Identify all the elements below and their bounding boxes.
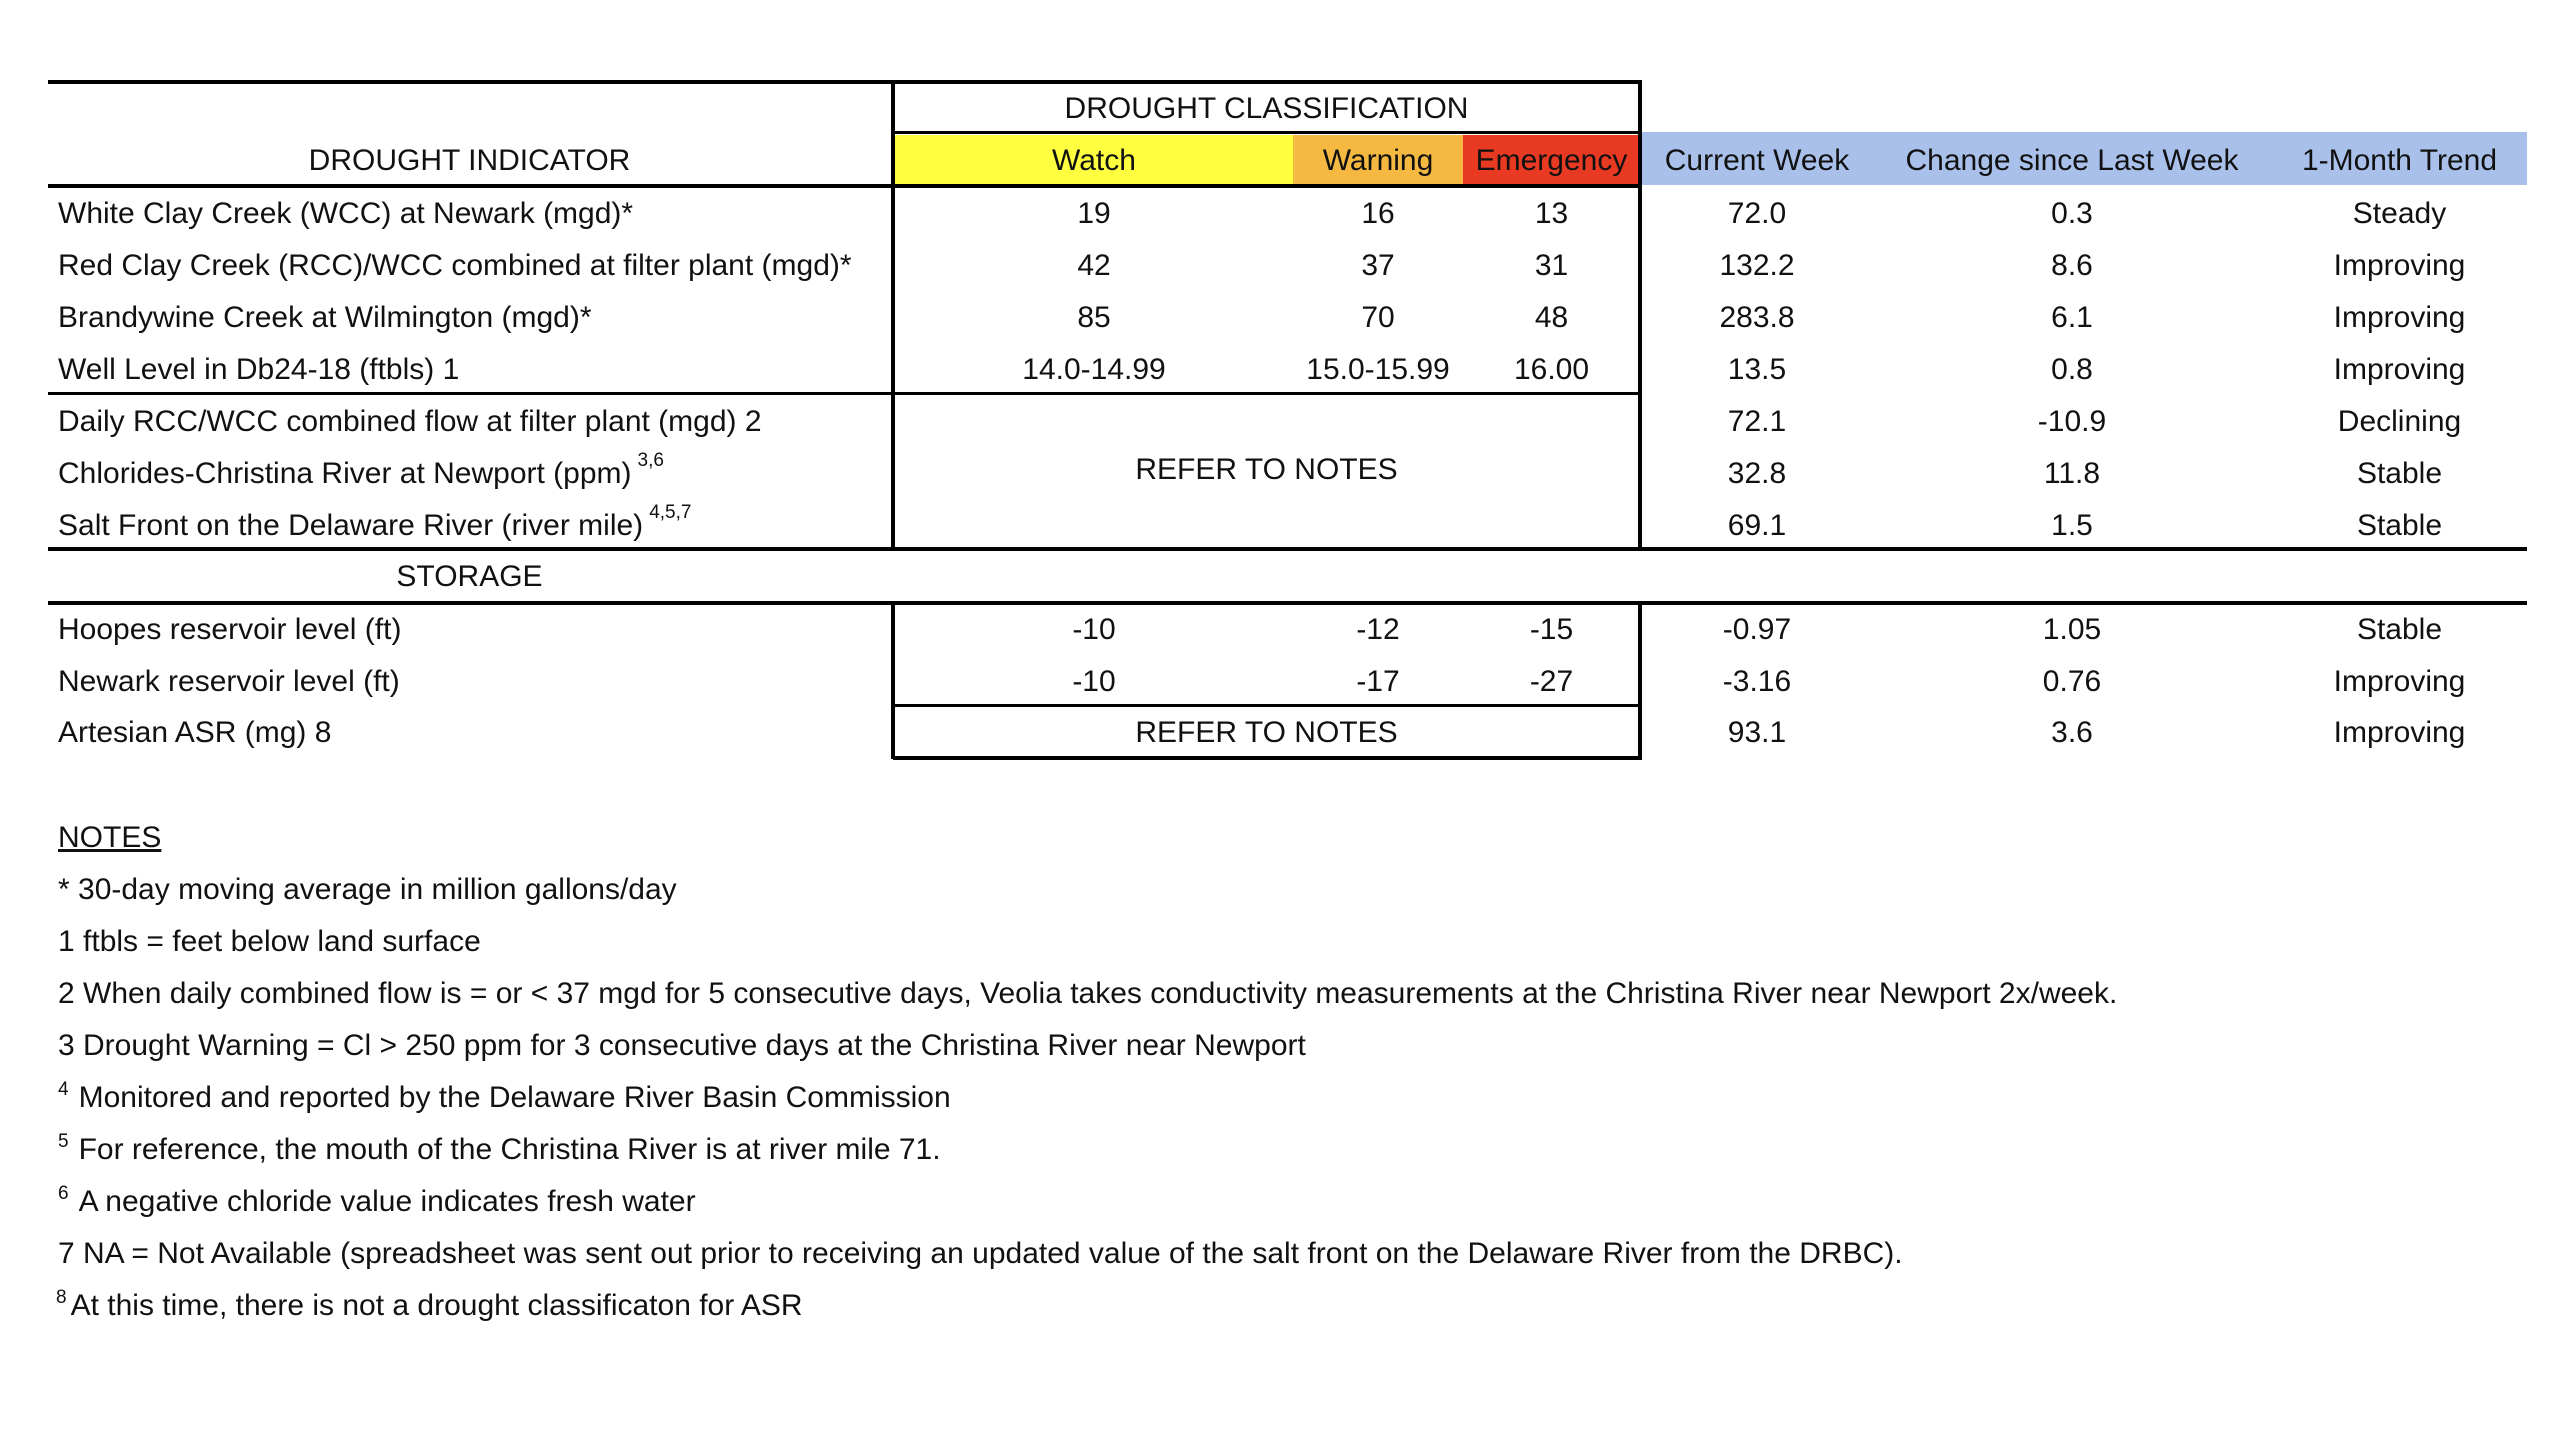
current-week-header: Current Week [1664,144,1850,177]
indicator-label: Daily RCC/WCC combined flow at filter plant (mgd) 2 [58,405,762,438]
watch-value: 14.0-14.99 [1022,353,1166,386]
watch-value: 19 [1077,197,1111,230]
trend-value: Stable [2356,509,2443,542]
note-item [56,1280,803,1332]
current-week-value: 69.1 [1727,509,1787,542]
note-item: 7 NA = Not Available (spreadsheet was sent out prior to receiving an updated value of the salt front on the Delaware River from the DRBC). [58,1237,1903,1270]
current-week-value: 72.0 [1727,197,1787,230]
change-value: 6.1 [2051,301,2093,334]
refer-to-notes-label: REFER TO NOTES [1135,716,1398,749]
note-text: For reference, the mouth of the Christina River is at river mile 71. [78,1133,941,1166]
indicator-label: Newark reservoir level (ft) [58,665,400,698]
warning-value: 70 [1361,301,1395,334]
trend-value: Improving [2333,353,2466,386]
drought-indicator-header: DROUGHT INDICATOR [308,144,631,177]
trend-value: Declining [2337,405,2462,438]
current-week-value: 13.5 [1727,353,1787,386]
indicator-label: Red Clay Creek (RCC)/WCC combined at filter plant (mgd)* [58,249,852,282]
drought-classification-header: DROUGHT CLASSIFICATION [1064,92,1469,125]
note-number: 5 [58,1131,69,1152]
note-item: 3 Drought Warning = Cl > 250 ppm for 3 consecutive days at the Christina River near Newport [58,1029,1306,1062]
note-text: Monitored and reported by the Delaware River Basin Commission [78,1081,951,1114]
trend-value: Stable [2356,613,2443,646]
note-item: 2 When daily combined flow is = or < 37 mgd for 5 consecutive days, Veolia takes conductivity measurements at the Christina River near Newport 2x/week. [58,977,2118,1010]
trend-value: Steady [2352,197,2447,230]
indicator-footnote-ref: 3,6 [637,450,664,471]
indicator-label [58,500,691,552]
trend-value: Improving [2333,716,2466,749]
refer-to-notes-label: REFER TO NOTES [1135,453,1398,486]
emergency-value: 16.00 [1513,353,1590,386]
emergency-value: 48 [1534,301,1569,334]
note-item [58,1124,941,1176]
change-value: -10.9 [2037,405,2107,438]
emergency-header: Emergency [1475,144,1628,177]
watch-header: Watch [1052,144,1136,177]
trend-value: Improving [2333,301,2466,334]
change-value: 3.6 [2051,716,2093,749]
indicator-label: Well Level in Db24-18 (ftbls) 1 [58,353,460,386]
trend-value: Stable [2356,457,2443,490]
emergency-value: -27 [1529,665,1574,698]
current-week-value: 32.8 [1727,457,1787,490]
indicator-text: Salt Front on the Delaware River (river mile) [58,509,644,542]
change-value: 0.76 [2042,665,2102,698]
change-value: 1.5 [2051,509,2093,542]
indicator-label [58,448,664,500]
note-item: 1 ftbls = feet below land surface [58,925,481,958]
indicator-label: White Clay Creek (WCC) at Newark (mgd)* [58,197,634,230]
warning-value: -17 [1356,665,1400,698]
note-text: A negative chloride value indicates fresh water [78,1185,696,1218]
warning-value: 15.0-15.99 [1306,353,1450,386]
current-week-value: 93.1 [1727,716,1787,749]
note-number: 8 [56,1287,67,1308]
indicator-text: Chlorides-Christina River at Newport (ppm) [58,457,632,490]
note-text: At this time, there is not a drought classificaton for ASR [70,1289,803,1322]
current-week-value: 283.8 [1719,301,1795,334]
warning-value: 37 [1361,249,1395,282]
warning-value: 16 [1361,197,1395,230]
note-item: * 30-day moving average in million gallons/day [58,873,677,906]
watch-value: 85 [1077,301,1111,334]
change-value: 8.6 [2051,249,2093,282]
indicator-label: Artesian ASR (mg) 8 [58,716,332,749]
note-item [58,1176,696,1228]
note-number: 4 [58,1079,69,1100]
change-header: Change since Last Week [1905,144,2239,177]
storage-label: STORAGE [396,560,543,593]
trend-value: Improving [2333,249,2466,282]
emergency-value: -15 [1529,613,1574,646]
indicator-label: Hoopes reservoir level (ft) [58,613,402,646]
indicator-footnote-ref: 4,5,7 [649,502,692,523]
current-week-value: -3.16 [1722,665,1792,698]
change-value: 0.8 [2051,353,2093,386]
trend-header: 1-Month Trend [2301,144,2498,177]
emergency-value: 13 [1534,197,1569,230]
current-week-value: 132.2 [1719,249,1795,282]
warning-value: -12 [1356,613,1400,646]
notes-title: NOTES [58,821,162,854]
change-value: 1.05 [2042,613,2102,646]
change-value: 11.8 [2043,457,2101,490]
change-value: 0.3 [2051,197,2093,230]
trend-value: Improving [2333,665,2466,698]
current-week-value: -0.97 [1722,613,1792,646]
warning-header: Warning [1322,144,1434,177]
current-week-value: 72.1 [1727,405,1787,438]
watch-value: 42 [1077,249,1111,282]
emergency-value: 31 [1534,249,1569,282]
note-item [58,1072,951,1124]
watch-value: -10 [1072,613,1116,646]
indicator-label: Brandywine Creek at Wilmington (mgd)* [58,301,592,334]
watch-value: -10 [1072,665,1116,698]
note-number: 6 [58,1183,69,1204]
